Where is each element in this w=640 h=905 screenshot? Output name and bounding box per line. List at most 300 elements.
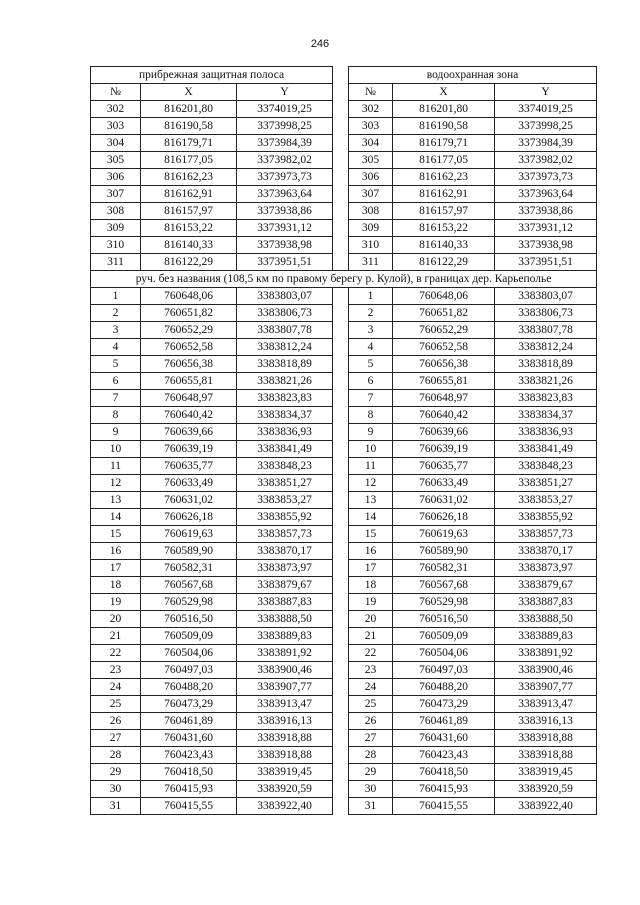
column-gap xyxy=(333,679,349,696)
right-x-coordinate-cell: 760640,42 xyxy=(393,407,495,424)
column-gap xyxy=(333,101,349,118)
table-row xyxy=(91,288,597,305)
right-point-number-cell: 6 xyxy=(349,373,393,390)
left-y-coordinate-cell: 3383841,49 xyxy=(237,441,333,458)
left-y-coordinate-cell: 3373931,12 xyxy=(237,220,333,237)
left-point-number-cell: 304 xyxy=(91,135,141,152)
right-x-coordinate-cell: 816177,05 xyxy=(393,152,495,169)
left-x-coordinate-cell: 760626,18 xyxy=(141,509,237,526)
right-y-coordinate-cell: 3383855,92 xyxy=(495,509,597,526)
left-num-header: № xyxy=(91,84,141,101)
table-row xyxy=(91,373,597,390)
table-row xyxy=(91,356,597,373)
column-gap xyxy=(333,424,349,441)
column-gap xyxy=(333,628,349,645)
left-x-coordinate-cell: 760461,89 xyxy=(141,713,237,730)
left-group-header: прибрежная защитная полоса xyxy=(91,67,333,84)
right-x-coordinate-cell: 760639,66 xyxy=(393,424,495,441)
table-row xyxy=(91,390,597,407)
left-x-coordinate-cell: 760497,03 xyxy=(141,662,237,679)
left-x-coordinate-cell: 760633,49 xyxy=(141,475,237,492)
left-y-coordinate-cell: 3383853,27 xyxy=(237,492,333,509)
right-x-coordinate-cell: 760516,50 xyxy=(393,611,495,628)
left-y-coordinate-cell: 3383907,77 xyxy=(237,679,333,696)
left-x-coordinate-cell: 816190,58 xyxy=(141,118,237,135)
right-x-coordinate-cell: 760589,90 xyxy=(393,543,495,560)
right-point-number-cell: 305 xyxy=(349,152,393,169)
column-gap xyxy=(333,254,349,271)
right-y-coordinate-cell: 3383891,92 xyxy=(495,645,597,662)
left-point-number-cell: 11 xyxy=(91,458,141,475)
right-point-number-cell: 30 xyxy=(349,781,393,798)
right-x-coordinate-cell: 760639,19 xyxy=(393,441,495,458)
right-y-coordinate-cell: 3383857,73 xyxy=(495,526,597,543)
column-gap xyxy=(333,339,349,356)
column-gap xyxy=(333,781,349,798)
left-point-number-cell: 3 xyxy=(91,322,141,339)
right-point-number-cell: 29 xyxy=(349,764,393,781)
column-gap xyxy=(333,475,349,492)
left-y-coordinate-cell: 3383806,73 xyxy=(237,305,333,322)
table-row xyxy=(91,747,597,764)
table-row xyxy=(91,254,597,271)
right-y-coordinate-cell: 3373982,02 xyxy=(495,152,597,169)
right-y-coordinate-cell: 3373951,51 xyxy=(495,254,597,271)
left-y-coordinate-cell: 3383873,97 xyxy=(237,560,333,577)
right-x-coordinate-cell: 816179,71 xyxy=(393,135,495,152)
left-y-coordinate-cell: 3383922,40 xyxy=(237,798,333,815)
right-point-number-cell: 18 xyxy=(349,577,393,594)
left-x-coordinate-cell: 760431,60 xyxy=(141,730,237,747)
table-row xyxy=(91,475,597,492)
column-gap xyxy=(333,713,349,730)
left-x-coordinate-cell: 760656,38 xyxy=(141,356,237,373)
table-row xyxy=(91,713,597,730)
left-x-coordinate-cell: 816162,91 xyxy=(141,186,237,203)
right-x-coordinate-cell: 760529,98 xyxy=(393,594,495,611)
left-point-number-cell: 19 xyxy=(91,594,141,611)
column-header-row xyxy=(91,84,597,101)
right-x-coordinate-cell: 760651,82 xyxy=(393,305,495,322)
right-y-coordinate-cell: 3383823,83 xyxy=(495,390,597,407)
table-row xyxy=(91,611,597,628)
left-y-coordinate-cell: 3373982,02 xyxy=(237,152,333,169)
right-y-coordinate-cell: 3383834,37 xyxy=(495,407,597,424)
left-x-coordinate-cell: 760509,09 xyxy=(141,628,237,645)
right-num-header: № xyxy=(349,84,393,101)
right-point-number-cell: 26 xyxy=(349,713,393,730)
right-x-coordinate-cell: 816122,29 xyxy=(393,254,495,271)
left-point-number-cell: 24 xyxy=(91,679,141,696)
table-row xyxy=(91,186,597,203)
left-x-header: X xyxy=(141,84,237,101)
column-gap xyxy=(333,730,349,747)
left-x-coordinate-cell: 760631,02 xyxy=(141,492,237,509)
right-x-coordinate-cell: 760656,38 xyxy=(393,356,495,373)
left-y-coordinate-cell: 3383834,37 xyxy=(237,407,333,424)
left-y-coordinate-cell: 3373998,25 xyxy=(237,118,333,135)
left-x-coordinate-cell: 760567,68 xyxy=(141,577,237,594)
right-y-coordinate-cell: 3383889,83 xyxy=(495,628,597,645)
left-y-coordinate-cell: 3383818,89 xyxy=(237,356,333,373)
right-x-coordinate-cell: 760415,93 xyxy=(393,781,495,798)
right-point-number-cell: 17 xyxy=(349,560,393,577)
column-gap xyxy=(333,237,349,254)
right-y-coordinate-cell: 3373938,86 xyxy=(495,203,597,220)
right-x-coordinate-cell: 760631,02 xyxy=(393,492,495,509)
table-row xyxy=(91,169,597,186)
right-point-number-cell: 7 xyxy=(349,390,393,407)
left-point-number-cell: 6 xyxy=(91,373,141,390)
left-x-coordinate-cell: 816140,33 xyxy=(141,237,237,254)
right-point-number-cell: 5 xyxy=(349,356,393,373)
left-point-number-cell: 17 xyxy=(91,560,141,577)
right-y-coordinate-cell: 3374019,25 xyxy=(495,101,597,118)
right-y-coordinate-cell: 3383879,67 xyxy=(495,577,597,594)
right-x-coordinate-cell: 760619,63 xyxy=(393,526,495,543)
column-gap xyxy=(333,135,349,152)
right-y-coordinate-cell: 3383807,78 xyxy=(495,322,597,339)
right-y-coordinate-cell: 3383803,07 xyxy=(495,288,597,305)
left-y-coordinate-cell: 3383812,24 xyxy=(237,339,333,356)
right-y-coordinate-cell: 3383918,88 xyxy=(495,730,597,747)
right-x-coordinate-cell: 760652,29 xyxy=(393,322,495,339)
right-x-coordinate-cell: 760648,06 xyxy=(393,288,495,305)
table-row xyxy=(91,560,597,577)
column-gap xyxy=(333,322,349,339)
right-y-coordinate-cell: 3383919,45 xyxy=(495,764,597,781)
right-x-coordinate-cell: 816153,22 xyxy=(393,220,495,237)
left-x-coordinate-cell: 760648,97 xyxy=(141,390,237,407)
column-gap xyxy=(333,645,349,662)
right-x-coordinate-cell: 760497,03 xyxy=(393,662,495,679)
left-point-number-cell: 310 xyxy=(91,237,141,254)
left-y-coordinate-cell: 3373938,98 xyxy=(237,237,333,254)
table-row xyxy=(91,781,597,798)
right-y-coordinate-cell: 3383873,97 xyxy=(495,560,597,577)
right-y-coordinate-cell: 3383821,26 xyxy=(495,373,597,390)
right-y-coordinate-cell: 3383870,17 xyxy=(495,543,597,560)
left-point-number-cell: 15 xyxy=(91,526,141,543)
column-gap xyxy=(333,611,349,628)
section-title: руч. без названия (108,5 км по правому берегу р. Кулой), в границах дер. Карьеполье xyxy=(91,271,597,288)
section-title-row xyxy=(91,271,597,288)
column-gap xyxy=(333,747,349,764)
page-number: 246 xyxy=(310,38,330,50)
right-y-coordinate-cell: 3383900,46 xyxy=(495,662,597,679)
right-y-coordinate-cell: 3383818,89 xyxy=(495,356,597,373)
right-point-number-cell: 302 xyxy=(349,101,393,118)
right-point-number-cell: 23 xyxy=(349,662,393,679)
left-point-number-cell: 1 xyxy=(91,288,141,305)
left-x-coordinate-cell: 760582,31 xyxy=(141,560,237,577)
left-point-number-cell: 308 xyxy=(91,203,141,220)
left-y-coordinate-cell: 3383879,67 xyxy=(237,577,333,594)
left-point-number-cell: 14 xyxy=(91,509,141,526)
right-point-number-cell: 22 xyxy=(349,645,393,662)
right-y-coordinate-cell: 3383920,59 xyxy=(495,781,597,798)
table-row xyxy=(91,220,597,237)
column-gap xyxy=(333,169,349,186)
right-x-coordinate-cell: 760423,43 xyxy=(393,747,495,764)
left-x-coordinate-cell: 760619,63 xyxy=(141,526,237,543)
left-point-number-cell: 27 xyxy=(91,730,141,747)
left-x-coordinate-cell: 760652,29 xyxy=(141,322,237,339)
table-row xyxy=(91,407,597,424)
left-y-coordinate-cell: 3383887,83 xyxy=(237,594,333,611)
right-x-coordinate-cell: 816190,58 xyxy=(393,118,495,135)
table-row xyxy=(91,577,597,594)
right-y-coordinate-cell: 3383888,50 xyxy=(495,611,597,628)
column-gap xyxy=(333,492,349,509)
left-y-coordinate-cell: 3373938,86 xyxy=(237,203,333,220)
left-y-coordinate-cell: 3383918,88 xyxy=(237,730,333,747)
right-y-coordinate-cell: 3373931,12 xyxy=(495,220,597,237)
right-point-number-cell: 15 xyxy=(349,526,393,543)
right-y-coordinate-cell: 3383812,24 xyxy=(495,339,597,356)
right-x-coordinate-cell: 760509,09 xyxy=(393,628,495,645)
right-x-coordinate-cell: 760461,89 xyxy=(393,713,495,730)
right-point-number-cell: 31 xyxy=(349,798,393,815)
right-point-number-cell: 21 xyxy=(349,628,393,645)
right-x-coordinate-cell: 760473,29 xyxy=(393,696,495,713)
right-point-number-cell: 306 xyxy=(349,169,393,186)
right-x-coordinate-cell: 760633,49 xyxy=(393,475,495,492)
column-gap xyxy=(333,458,349,475)
left-y-coordinate-cell: 3374019,25 xyxy=(237,101,333,118)
right-x-header: X xyxy=(393,84,495,101)
table-row xyxy=(91,628,597,645)
left-x-coordinate-cell: 760504,06 xyxy=(141,645,237,662)
left-point-number-cell: 31 xyxy=(91,798,141,815)
column-gap xyxy=(333,203,349,220)
table-row xyxy=(91,305,597,322)
right-y-coordinate-cell: 3383851,27 xyxy=(495,475,597,492)
right-x-coordinate-cell: 816140,33 xyxy=(393,237,495,254)
right-x-coordinate-cell: 760488,20 xyxy=(393,679,495,696)
left-x-coordinate-cell: 816201,80 xyxy=(141,101,237,118)
table-row xyxy=(91,118,597,135)
left-point-number-cell: 307 xyxy=(91,186,141,203)
right-point-number-cell: 310 xyxy=(349,237,393,254)
left-y-coordinate-cell: 3383920,59 xyxy=(237,781,333,798)
right-x-coordinate-cell: 760582,31 xyxy=(393,560,495,577)
left-x-coordinate-cell: 760639,66 xyxy=(141,424,237,441)
table-row xyxy=(91,594,597,611)
left-x-coordinate-cell: 760655,81 xyxy=(141,373,237,390)
left-point-number-cell: 303 xyxy=(91,118,141,135)
table-row xyxy=(91,135,597,152)
column-gap xyxy=(333,407,349,424)
left-y-coordinate-cell: 3383857,73 xyxy=(237,526,333,543)
table-row xyxy=(91,339,597,356)
left-y-coordinate-cell: 3383836,93 xyxy=(237,424,333,441)
left-x-coordinate-cell: 760651,82 xyxy=(141,305,237,322)
left-x-coordinate-cell: 760529,98 xyxy=(141,594,237,611)
left-y-coordinate-cell: 3383870,17 xyxy=(237,543,333,560)
column-gap xyxy=(333,186,349,203)
right-y-coordinate-cell: 3383887,83 xyxy=(495,594,597,611)
left-y-coordinate-cell: 3373951,51 xyxy=(237,254,333,271)
left-point-number-cell: 311 xyxy=(91,254,141,271)
right-point-number-cell: 28 xyxy=(349,747,393,764)
column-gap xyxy=(333,288,349,305)
left-x-coordinate-cell: 816162,23 xyxy=(141,169,237,186)
left-point-number-cell: 10 xyxy=(91,441,141,458)
left-point-number-cell: 21 xyxy=(91,628,141,645)
left-x-coordinate-cell: 760473,29 xyxy=(141,696,237,713)
column-gap xyxy=(333,509,349,526)
right-point-number-cell: 304 xyxy=(349,135,393,152)
column-gap xyxy=(333,84,349,101)
right-point-number-cell: 303 xyxy=(349,118,393,135)
left-x-coordinate-cell: 816179,71 xyxy=(141,135,237,152)
left-x-coordinate-cell: 816122,29 xyxy=(141,254,237,271)
table-row xyxy=(91,203,597,220)
left-point-number-cell: 4 xyxy=(91,339,141,356)
right-point-number-cell: 2 xyxy=(349,305,393,322)
column-gap xyxy=(333,67,349,84)
left-point-number-cell: 28 xyxy=(91,747,141,764)
left-y-coordinate-cell: 3373963,64 xyxy=(237,186,333,203)
left-y-coordinate-cell: 3383821,26 xyxy=(237,373,333,390)
left-x-coordinate-cell: 760423,43 xyxy=(141,747,237,764)
left-y-coordinate-cell: 3383803,07 xyxy=(237,288,333,305)
left-y-coordinate-cell: 3383889,83 xyxy=(237,628,333,645)
right-x-coordinate-cell: 760567,68 xyxy=(393,577,495,594)
table-row xyxy=(91,662,597,679)
column-gap xyxy=(333,696,349,713)
table-row xyxy=(91,764,597,781)
left-y-coordinate-cell: 3383916,13 xyxy=(237,713,333,730)
left-x-coordinate-cell: 760639,19 xyxy=(141,441,237,458)
left-y-coordinate-cell: 3373973,73 xyxy=(237,169,333,186)
left-x-coordinate-cell: 760648,06 xyxy=(141,288,237,305)
right-y-coordinate-cell: 3383907,77 xyxy=(495,679,597,696)
left-point-number-cell: 309 xyxy=(91,220,141,237)
right-point-number-cell: 11 xyxy=(349,458,393,475)
column-gap xyxy=(333,560,349,577)
right-y-coordinate-cell: 3383806,73 xyxy=(495,305,597,322)
right-y-coordinate-cell: 3373963,64 xyxy=(495,186,597,203)
left-y-coordinate-cell: 3383913,47 xyxy=(237,696,333,713)
right-x-coordinate-cell: 760648,97 xyxy=(393,390,495,407)
left-point-number-cell: 30 xyxy=(91,781,141,798)
right-point-number-cell: 12 xyxy=(349,475,393,492)
right-point-number-cell: 3 xyxy=(349,322,393,339)
right-point-number-cell: 311 xyxy=(349,254,393,271)
column-gap xyxy=(333,764,349,781)
left-y-coordinate-cell: 3383848,23 xyxy=(237,458,333,475)
left-point-number-cell: 306 xyxy=(91,169,141,186)
left-point-number-cell: 7 xyxy=(91,390,141,407)
column-gap xyxy=(333,373,349,390)
table-row xyxy=(91,424,597,441)
coordinates-table xyxy=(90,66,597,815)
left-point-number-cell: 25 xyxy=(91,696,141,713)
right-point-number-cell: 9 xyxy=(349,424,393,441)
column-gap xyxy=(333,798,349,815)
left-y-coordinate-cell: 3383851,27 xyxy=(237,475,333,492)
right-x-coordinate-cell: 760635,77 xyxy=(393,458,495,475)
table-row xyxy=(91,543,597,560)
left-point-number-cell: 9 xyxy=(91,424,141,441)
right-point-number-cell: 309 xyxy=(349,220,393,237)
column-gap xyxy=(333,441,349,458)
left-point-number-cell: 29 xyxy=(91,764,141,781)
column-gap xyxy=(333,152,349,169)
left-y-coordinate-cell: 3383823,83 xyxy=(237,390,333,407)
right-x-coordinate-cell: 816201,80 xyxy=(393,101,495,118)
left-y-coordinate-cell: 3383900,46 xyxy=(237,662,333,679)
column-gap xyxy=(333,220,349,237)
table-row xyxy=(91,101,597,118)
table-row xyxy=(91,679,597,696)
left-point-number-cell: 16 xyxy=(91,543,141,560)
left-x-coordinate-cell: 760418,50 xyxy=(141,764,237,781)
left-x-coordinate-cell: 760516,50 xyxy=(141,611,237,628)
table-body xyxy=(91,101,597,815)
right-point-number-cell: 14 xyxy=(349,509,393,526)
table-row xyxy=(91,696,597,713)
right-y-coordinate-cell: 3373984,39 xyxy=(495,135,597,152)
right-y-coordinate-cell: 3383913,47 xyxy=(495,696,597,713)
left-point-number-cell: 8 xyxy=(91,407,141,424)
left-point-number-cell: 2 xyxy=(91,305,141,322)
group-header-row xyxy=(91,67,597,84)
left-x-coordinate-cell: 760415,93 xyxy=(141,781,237,798)
right-point-number-cell: 13 xyxy=(349,492,393,509)
right-y-header: Y xyxy=(495,84,597,101)
right-x-coordinate-cell: 760415,55 xyxy=(393,798,495,815)
column-gap xyxy=(333,356,349,373)
left-y-coordinate-cell: 3383891,92 xyxy=(237,645,333,662)
right-x-coordinate-cell: 760418,50 xyxy=(393,764,495,781)
left-point-number-cell: 5 xyxy=(91,356,141,373)
table-row xyxy=(91,322,597,339)
right-point-number-cell: 4 xyxy=(349,339,393,356)
right-y-coordinate-cell: 3383853,27 xyxy=(495,492,597,509)
right-point-number-cell: 16 xyxy=(349,543,393,560)
left-x-coordinate-cell: 760415,55 xyxy=(141,798,237,815)
left-x-coordinate-cell: 816177,05 xyxy=(141,152,237,169)
right-y-coordinate-cell: 3373998,25 xyxy=(495,118,597,135)
column-gap xyxy=(333,662,349,679)
right-y-coordinate-cell: 3383918,88 xyxy=(495,747,597,764)
table-row xyxy=(91,237,597,254)
right-y-coordinate-cell: 3383841,49 xyxy=(495,441,597,458)
right-y-coordinate-cell: 3383916,13 xyxy=(495,713,597,730)
column-gap xyxy=(333,118,349,135)
column-gap xyxy=(333,577,349,594)
right-point-number-cell: 8 xyxy=(349,407,393,424)
table-row xyxy=(91,526,597,543)
table-row xyxy=(91,441,597,458)
right-x-coordinate-cell: 760652,58 xyxy=(393,339,495,356)
left-point-number-cell: 20 xyxy=(91,611,141,628)
right-point-number-cell: 308 xyxy=(349,203,393,220)
right-x-coordinate-cell: 760431,60 xyxy=(393,730,495,747)
right-y-coordinate-cell: 3383922,40 xyxy=(495,798,597,815)
left-x-coordinate-cell: 816157,97 xyxy=(141,203,237,220)
table-row xyxy=(91,730,597,747)
column-gap xyxy=(333,305,349,322)
table-row xyxy=(91,152,597,169)
left-point-number-cell: 18 xyxy=(91,577,141,594)
left-point-number-cell: 13 xyxy=(91,492,141,509)
right-point-number-cell: 25 xyxy=(349,696,393,713)
column-gap xyxy=(333,390,349,407)
